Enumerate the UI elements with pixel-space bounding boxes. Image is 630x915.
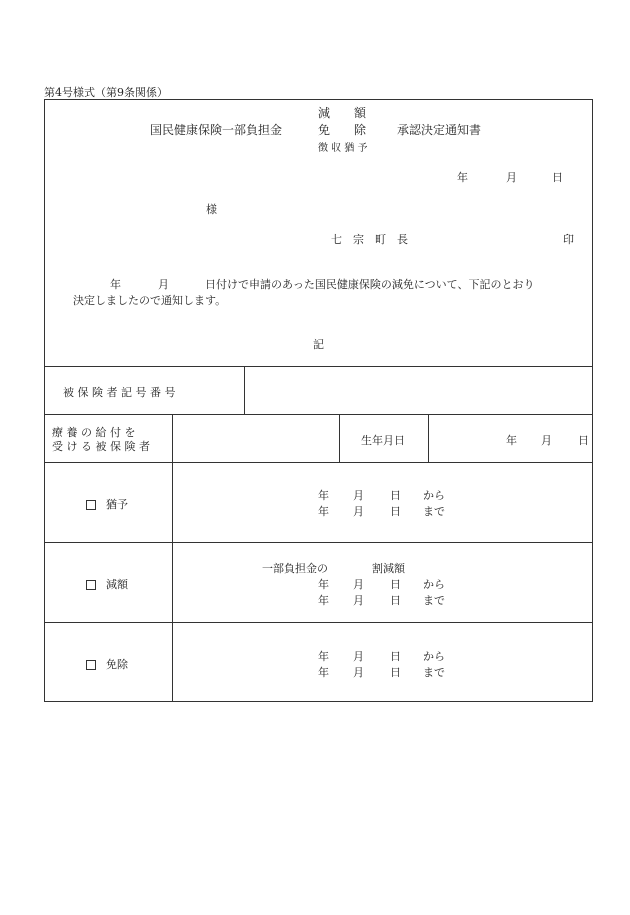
period-suffix: まで <box>423 594 445 607</box>
option-label: 免除 <box>106 658 128 671</box>
day-mark: 日 <box>390 650 401 663</box>
seal-mark: 印 <box>563 233 574 246</box>
year-mark: 年 <box>318 594 329 607</box>
birth-day: 日 <box>578 434 589 447</box>
issuer-name: 七 宗 町 長 <box>331 233 408 246</box>
date-day: 日 <box>552 171 563 184</box>
date-month: 月 <box>506 171 517 184</box>
title-option-reduction: 減 額 <box>318 106 367 120</box>
divider <box>172 414 173 702</box>
reduction-option <box>86 576 128 592</box>
addressee-suffix: 様 <box>206 203 217 216</box>
day-mark: 日 <box>390 489 401 502</box>
month-mark: 月 <box>353 594 364 607</box>
divider <box>339 414 340 462</box>
period-suffix: から <box>423 489 445 502</box>
day-mark: 日 <box>390 505 401 518</box>
body-month: 月 <box>158 278 169 291</box>
year-mark: 年 <box>318 666 329 679</box>
birth-date-label: 生年月日 <box>361 434 405 447</box>
period-line <box>318 576 445 592</box>
year-mark: 年 <box>318 489 329 502</box>
reduction-rate-line <box>262 560 405 576</box>
divider <box>44 462 593 463</box>
month-mark: 月 <box>353 578 364 591</box>
period-suffix: から <box>423 578 445 591</box>
title-option-deferral: 徴 収 猶 予 <box>318 143 368 154</box>
title-suffix: 承認決定通知書 <box>397 123 482 137</box>
checkbox-icon <box>86 660 96 670</box>
reduction-suffix: 割減額 <box>372 562 405 575</box>
period-line <box>318 664 445 680</box>
divider <box>244 366 245 414</box>
notice-form <box>44 99 593 702</box>
birth-month: 月 <box>541 434 552 447</box>
period-suffix: まで <box>423 666 445 679</box>
year-mark: 年 <box>318 650 329 663</box>
period-suffix: から <box>423 650 445 663</box>
month-mark: 月 <box>353 650 364 663</box>
divider <box>428 414 429 462</box>
option-label: 猶予 <box>106 498 128 511</box>
year-mark: 年 <box>318 505 329 518</box>
insured-number-label: 被 保 険 者 記 号 番 号 <box>63 386 176 399</box>
recipient-label: 療 養 の 給 付 を <box>52 426 136 439</box>
exemption-option <box>86 656 128 672</box>
recipient-label: 受 け る 被 保 険 者 <box>52 440 150 453</box>
reduction-prefix: 一部負担金の <box>262 562 328 575</box>
period-line <box>318 592 445 608</box>
period-line <box>318 503 445 519</box>
day-mark: 日 <box>390 594 401 607</box>
checkbox-icon <box>86 500 96 510</box>
divider <box>44 366 593 367</box>
body-text: 決定しましたので通知します。 <box>73 294 227 307</box>
birth-year: 年 <box>506 434 517 447</box>
divider <box>44 414 593 415</box>
month-mark: 月 <box>353 505 364 518</box>
date-year: 年 <box>457 171 468 184</box>
checkbox-icon <box>86 580 96 590</box>
divider <box>44 622 593 623</box>
period-line <box>318 487 445 503</box>
period-suffix: まで <box>423 505 445 518</box>
body-year: 年 <box>110 278 121 291</box>
divider <box>44 542 593 543</box>
page-title: 国民健康保険一部負担金 <box>150 123 283 137</box>
body-text: 日付けで申請のあった国民健康保険の減免について、下記のとおり <box>205 278 535 291</box>
deferral-option <box>86 496 128 512</box>
day-mark: 日 <box>390 578 401 591</box>
month-mark: 月 <box>353 666 364 679</box>
period-line <box>318 648 445 664</box>
option-label: 減額 <box>106 578 128 591</box>
ki-heading: 記 <box>313 338 324 351</box>
title-option-exemption: 免 除 <box>318 123 367 137</box>
form-number: 第4号様式（第9条関係） <box>44 86 168 99</box>
day-mark: 日 <box>390 666 401 679</box>
year-mark: 年 <box>318 578 329 591</box>
month-mark: 月 <box>353 489 364 502</box>
